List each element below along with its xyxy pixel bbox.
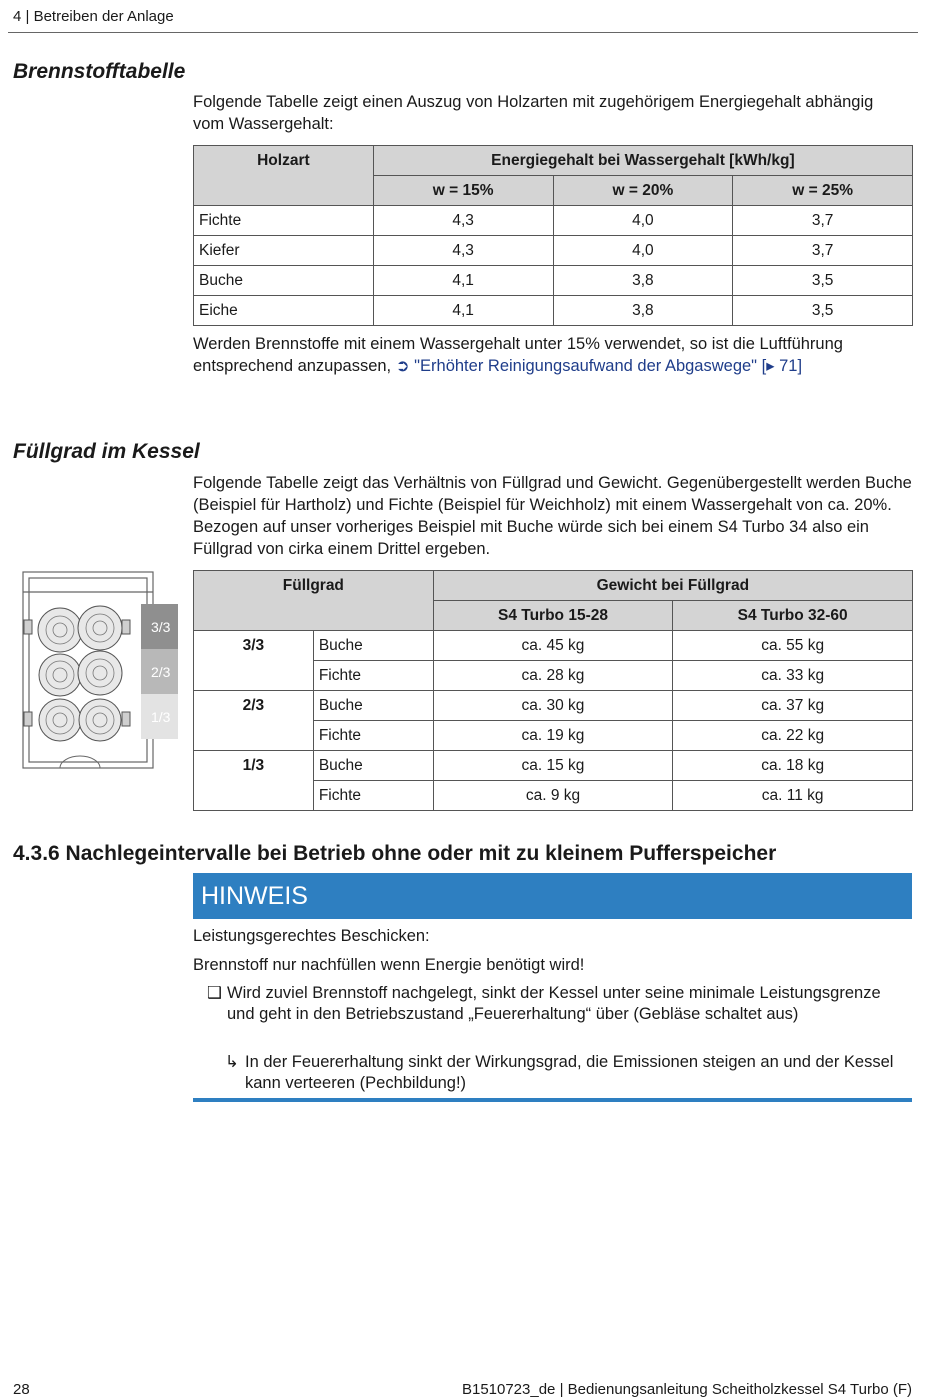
- fill-level-intro: Folgende Tabelle zeigt das Verhältnis von Füllgrad und Gewicht. Gegenübergestellt werden Buche (Beispiel für Hartholz) und Fichte (Beispiel für Weichholz) mit einem Wassergehalt von ca. 20%. Bezogen auf unser vorheriges Beispiel mit Buche würde sich bei einem S4 Turbo 34 also ein Füllgrad von cirka einem Drittel ergeben.: [193, 474, 912, 558]
- wood-name: Fichte: [313, 721, 433, 751]
- notice-line-2: Brennstoff nur nachfüllen wenn Energie benötigt wird!: [193, 956, 585, 974]
- col-energiegehalt: Energiegehalt bei Wassergehalt [kWh/kg]: [373, 146, 912, 176]
- section-title-fuellgrad: Füllgrad im Kessel: [13, 440, 200, 463]
- weight-value: ca. 55 kg: [673, 631, 913, 661]
- wood-name: Kiefer: [194, 236, 374, 266]
- result-text: In der Feuererhaltung sinkt der Wirkungsgrad, die Emissionen steigen an und der Kessel kann verteeren (Pechbildung!): [245, 1053, 894, 1092]
- col-s4-32-60: S4 Turbo 32-60: [673, 601, 913, 631]
- fill-level: 2/3: [194, 691, 314, 751]
- result-arrow-icon: ↳: [225, 1053, 239, 1071]
- wood-name: Buche: [313, 691, 433, 721]
- checkbox-icon: ❑: [207, 984, 222, 1002]
- col-gewicht: Gewicht bei Füllgrad: [433, 571, 912, 601]
- fill-label-3-3: 3/3: [151, 619, 171, 635]
- weight-value: ca. 9 kg: [433, 781, 673, 811]
- reference-page: 71]: [779, 357, 803, 375]
- energy-value: 3,8: [553, 296, 733, 326]
- wood-name: Fichte: [194, 206, 374, 236]
- energy-value: 3,7: [733, 236, 913, 266]
- weight-value: ca. 37 kg: [673, 691, 913, 721]
- weight-value: ca. 22 kg: [673, 721, 913, 751]
- table-row: [194, 236, 913, 266]
- notice-bottom-rule: [193, 1098, 912, 1102]
- fill-level: 1/3: [194, 751, 314, 811]
- col-w20: w = 20%: [553, 176, 733, 206]
- table-header-row: [194, 146, 913, 176]
- page-header: 4 | Betreiben der Anlage: [13, 8, 174, 25]
- weight-value: ca. 11 kg: [673, 781, 913, 811]
- table-header-row: [194, 571, 913, 601]
- reference-arrow-icon: ➲: [395, 357, 410, 375]
- section-heading-4-3-6: 4.3.6 Nachlegeintervalle bei Betrieb ohne oder mit zu kleinem Pufferspeicher: [13, 842, 777, 865]
- note-text: Werden Brennstoffe mit einem Wassergehalt unter 15% verwendet, so ist die Luftführung entsprechend anzupassen,: [193, 335, 843, 375]
- table-row: [194, 751, 913, 781]
- energy-value: 3,5: [733, 266, 913, 296]
- fuel-energy-table: [193, 145, 913, 326]
- wood-name: Buche: [313, 631, 433, 661]
- wood-name: Fichte: [313, 781, 433, 811]
- wood-name: Buche: [313, 751, 433, 781]
- notice-result: [225, 1052, 910, 1094]
- fill-label-1-3: 1/3: [151, 709, 171, 725]
- energy-value: 4,1: [373, 266, 553, 296]
- col-holzart: Holzart: [194, 146, 374, 206]
- notice-bullet: [207, 983, 907, 1025]
- energy-value: 4,3: [373, 236, 553, 266]
- weight-value: ca. 18 kg: [673, 751, 913, 781]
- table-row: [194, 266, 913, 296]
- weight-value: ca. 28 kg: [433, 661, 673, 691]
- weight-value: ca. 19 kg: [433, 721, 673, 751]
- section-title-brennstofftabelle: Brennstofftabelle: [13, 60, 186, 83]
- water-content-note: [193, 333, 923, 377]
- header-divider: [8, 32, 918, 33]
- energy-value: 4,0: [553, 206, 733, 236]
- notice-banner: [193, 873, 912, 919]
- col-s4-15-28: S4 Turbo 15-28: [433, 601, 673, 631]
- energy-value: 4,1: [373, 296, 553, 326]
- bullet-text: Wird zuviel Brennstoff nachgelegt, sinkt der Kessel unter seine minimale Leistungsgrenze und geht in den Betriebszustand „Feuererhaltung“ über (Gebläse schaltet aus): [227, 984, 881, 1023]
- fill-level: 3/3: [194, 631, 314, 691]
- wood-name: Eiche: [194, 296, 374, 326]
- fuel-table-intro: Folgende Tabelle zeigt einen Auszug von Holzarten mit zugehörigem Energiegehalt abhängig vom Wassergehalt:: [193, 93, 874, 133]
- fill-label-2-3: 2/3: [151, 664, 171, 680]
- col-w25: w = 25%: [733, 176, 913, 206]
- fill-weight-table: [193, 570, 913, 811]
- energy-value: 3,7: [733, 206, 913, 236]
- wood-name: Fichte: [313, 661, 433, 691]
- document-reference: B1510723_de | Bedienungsanleitung Scheitholzkessel S4 Turbo (F): [461, 1381, 912, 1398]
- weight-value: ca. 15 kg: [433, 751, 673, 781]
- page-number: 28: [13, 1381, 30, 1398]
- wood-name: Buche: [194, 266, 374, 296]
- cross-reference-link[interactable]: [396, 357, 802, 375]
- table-row: [194, 206, 913, 236]
- energy-value: 3,8: [553, 266, 733, 296]
- energy-value: 3,5: [733, 296, 913, 326]
- table-row: [194, 691, 913, 721]
- energy-value: 4,3: [373, 206, 553, 236]
- notice-line-1: Leistungsgerechtes Beschicken:: [193, 927, 430, 945]
- notice-label: HINWEIS: [201, 882, 308, 910]
- col-fuellgrad: Füllgrad: [194, 571, 434, 631]
- table-row: [194, 631, 913, 661]
- page-arrow-icon: ▸: [766, 357, 775, 375]
- boiler-fill-illustration: [18, 570, 180, 770]
- energy-value: 4,0: [553, 236, 733, 266]
- reference-link-text: "Erhöhter Reinigungsaufwand der Abgaswege" [: [414, 357, 767, 375]
- col-w15: w = 15%: [373, 176, 553, 206]
- weight-value: ca. 33 kg: [673, 661, 913, 691]
- weight-value: ca. 30 kg: [433, 691, 673, 721]
- weight-value: ca. 45 kg: [433, 631, 673, 661]
- table-row: [194, 296, 913, 326]
